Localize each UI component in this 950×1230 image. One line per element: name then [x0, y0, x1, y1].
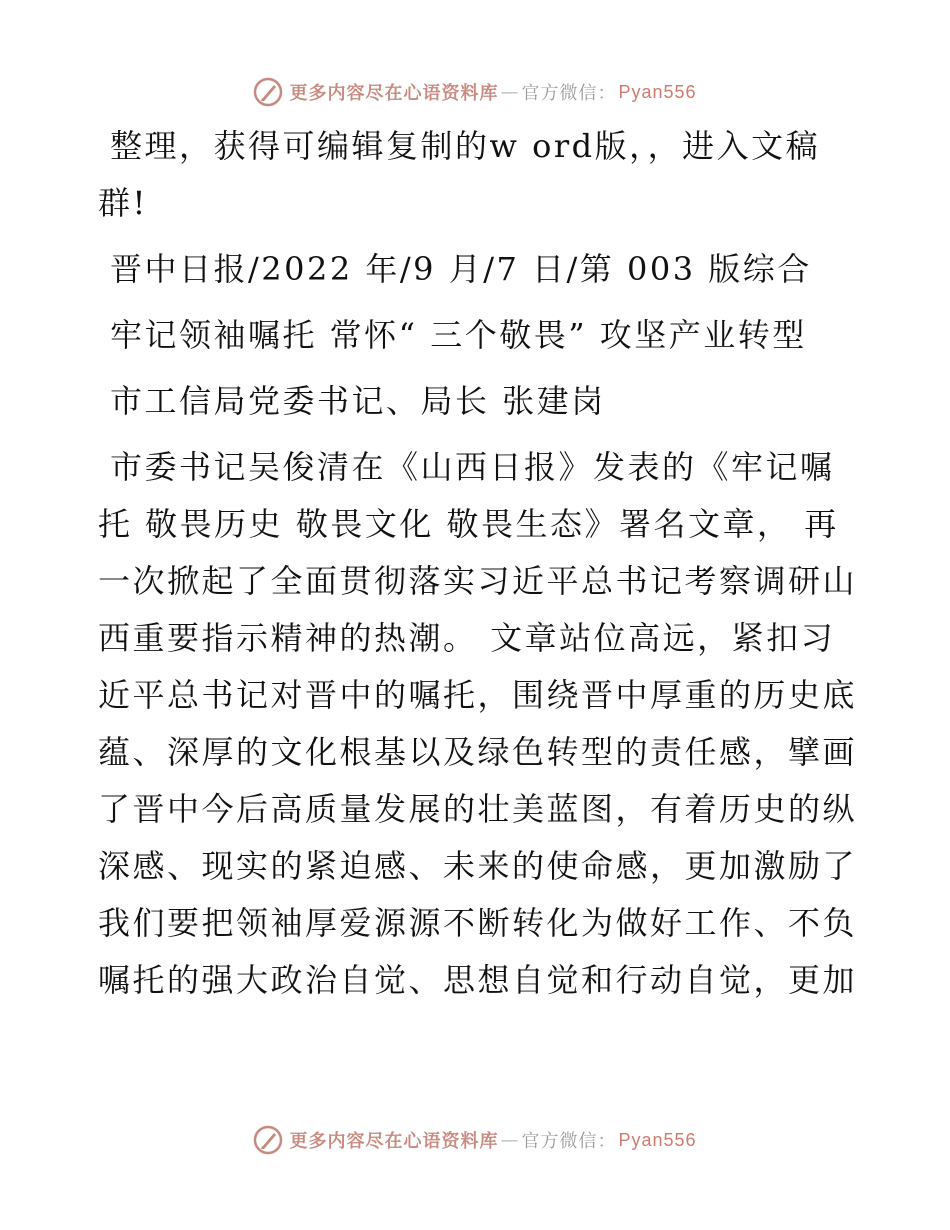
watermark-wechat-id: Pyan556 — [618, 1129, 697, 1150]
quill-logo-icon — [253, 1125, 283, 1155]
watermark-wechat-label: 官方微信： — [521, 1131, 617, 1152]
article-title: 牢记领袖嘱托 常怀“ 三个敬畏” 攻坚产业转型 — [110, 316, 807, 354]
intro-paragraph: 整理，获得可编辑复制的w ord版，，进入文稿群! — [98, 127, 821, 222]
header-watermark — [0, 72, 950, 112]
watermark-separator: — — [500, 81, 520, 103]
footer-watermark — [0, 1120, 950, 1160]
watermark-wechat-id: Pyan556 — [618, 81, 697, 102]
quill-logo-icon — [253, 77, 283, 107]
body-paragraph: 市委书记吴俊清在《山西日报》发表的《牢记嘱托 敬畏历史 敬畏文化 敬畏生态》署名文章， 再一次掀起了全面贯彻落实习近平总书记考察调研山西重要指示精神的热潮。 文章站位高远，紧扣习近平总书记对晋中的嘱托，围绕晋中厚重的历史底蕴、深厚的文化根基以及绿色转型的责任感，擘画了晋中今后高质量发展的壮美蓝图，有着历史的纵深感、现实的紧迫感、未来的使命感，更加激励了我们要把领袖厚爱源源不断转化为做好工作、不负嘱托的强大政治自觉、思想自觉和行动自觉，更加 — [98, 448, 858, 999]
source-line: 晋中日报/2022 年/9 月/7 日/第 003 版综合 — [110, 250, 812, 288]
watermark-wechat-label: 官方微信： — [521, 83, 617, 104]
author-line: 市工信局党委书记、局长 张建岗 — [110, 382, 606, 420]
document-body — [98, 118, 858, 1009]
watermark-separator: — — [500, 1129, 520, 1151]
watermark-main-text: 更多内容尽在心语资料库 — [289, 1131, 499, 1152]
watermark-main-text: 更多内容尽在心语资料库 — [289, 83, 499, 104]
